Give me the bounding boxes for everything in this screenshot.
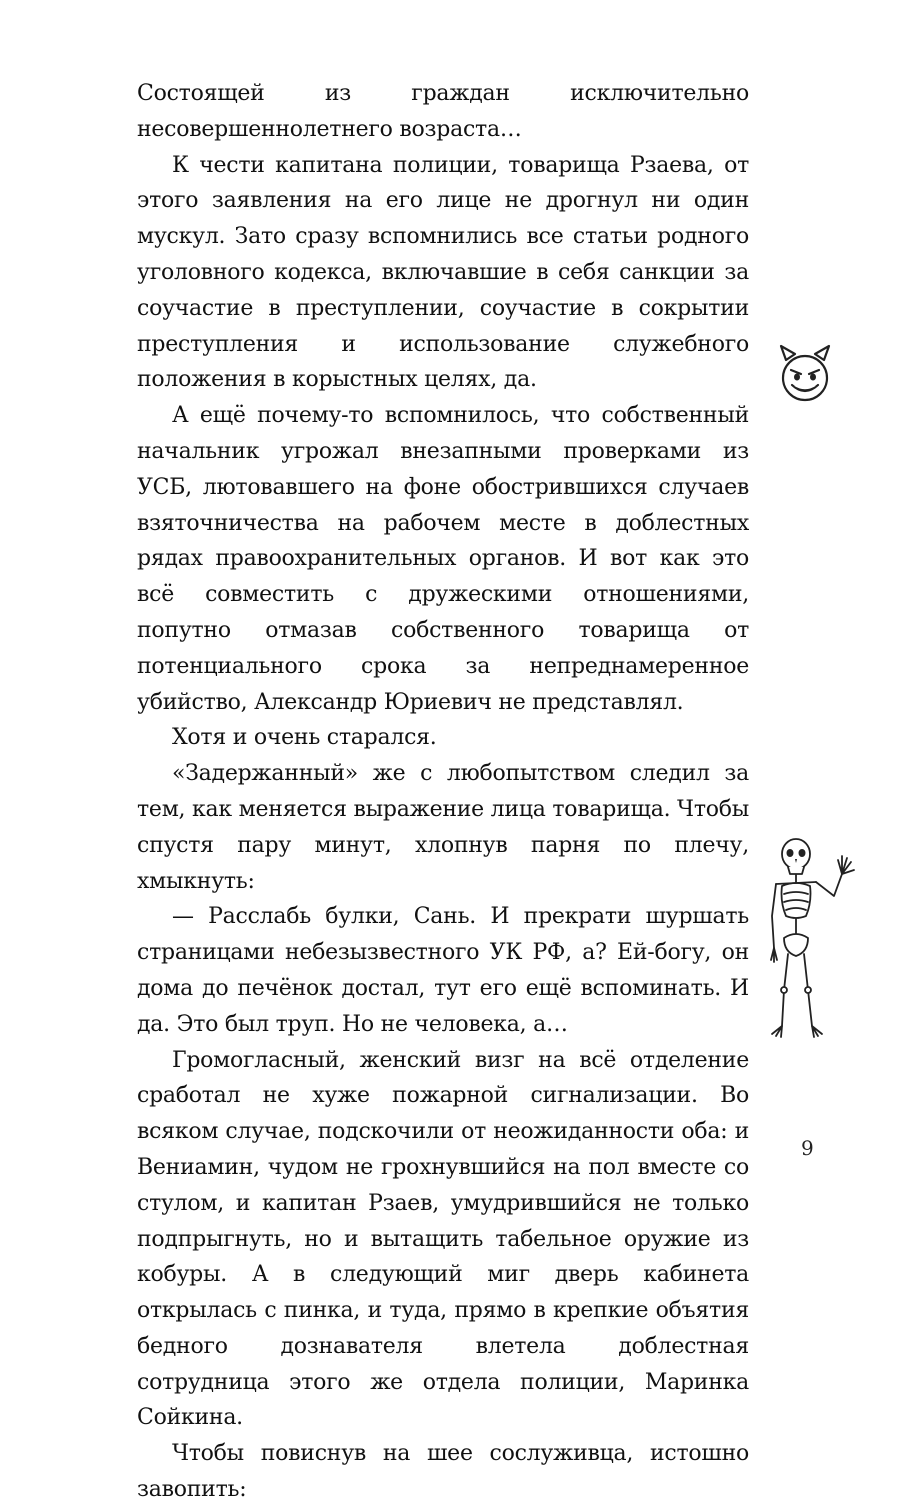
- paragraph: — Расслабь булки, Сань. И прекрати шуршать страницами небезызвестного УК РФ, а? Ей-богу, он дома до печёнок достал, тут его ещё вспоминать. И да. Это был труп. Но не человека, а…: [137, 904, 749, 1037]
- book-text: [137, 76, 749, 1508]
- paragraph: «Задержанный» же с любопытством следил за тем, как меняется выражение лица товарища. Чтобы спустя пару минут, хлопнув парня по плечу, хмыкнуть:: [137, 761, 749, 894]
- waving-skeleton-icon: [768, 838, 878, 1043]
- paragraph: А ещё почему-то вспомнилось, что собственный начальник угрожал внезапными проверками из УСБ, лютовавшего на фоне обострившихся случаев взяточничества на рабочем месте в доблестных рядах правоохранительных органов. И вот как это всё совместить с дружескими отношениями, попутно отмазав собственного товарища от потенциального срока за непреднамеренное убийство, Александр Юриевич не представлял.: [137, 403, 749, 715]
- smiling-devil-icon: [776, 344, 834, 404]
- paragraph: Состоящей из граждан исключительно несовершеннолетнего возраста…: [137, 81, 749, 142]
- paragraph: Громогласный, женский визг на всё отделение сработал не хуже пожарной сигнализации. Во всяком случае, подскочили от неожиданности оба: и Вениамин, чудом не грохнувшийся на пол вместе со стулом, и капитан Рзаев, умудрившийся не только подпрыгнуть, но и вытащить табельное оружие из кобуры. А в следующий миг дверь кабинета открылась с пинка, и туда, прямо в крепкие объятия бедного дознавателя влетела доблестная сотрудница этого же отдела полиции, Маринка Сойкина.: [137, 1047, 749, 1431]
- paragraph: Чтобы повиснув на шее сослуживца, истошно завопить:: [137, 1441, 749, 1503]
- paragraph: К чести капитана полиции, товарища Рзаева, от этого заявления на его лице не дрогнул ни один мускул. Зато сразу вспомнились все статьи родного уголовного кодекса, включавшие в себя санкции за соучастие в преступлении, соучастие в сокрытии преступления и использование служебного положения в корыстных целях, да.: [137, 152, 749, 393]
- paragraph: Хотя и очень старался.: [172, 725, 437, 751]
- page-number: 9: [801, 1136, 814, 1160]
